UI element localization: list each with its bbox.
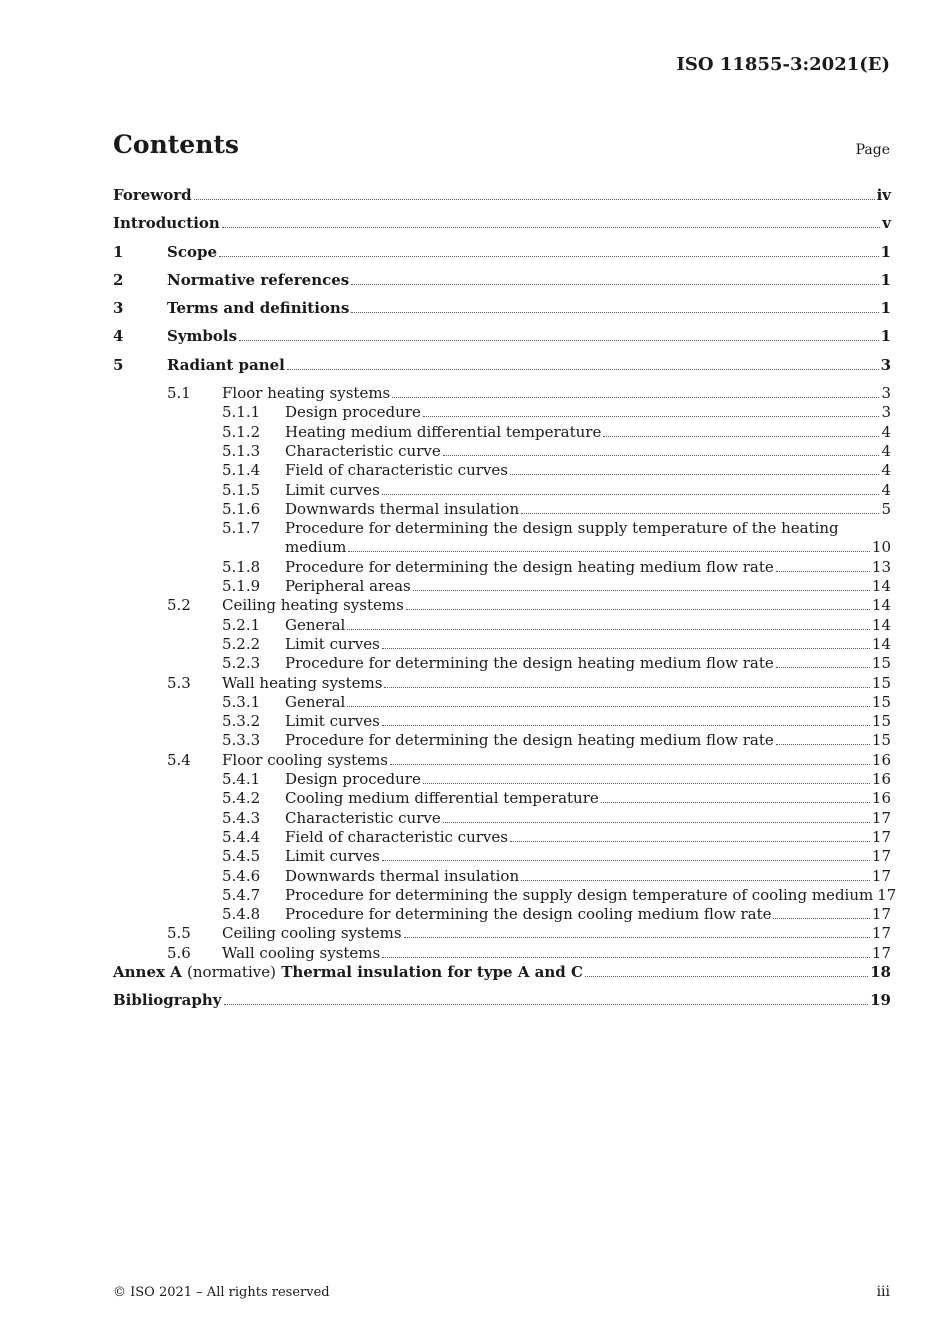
toc-entry-title: Heating medium differential temperature — [285, 422, 602, 441]
toc-entry-title: Limit curves — [285, 634, 380, 653]
dot-leader — [382, 482, 880, 495]
toc-clause-number: 5.3.3 — [222, 731, 261, 750]
toc-page-number: 17 — [877, 885, 897, 904]
toc-clause-number: 2 — [113, 270, 124, 289]
toc-entry[interactable] — [222, 384, 891, 403]
toc-entry-title: Design procedure — [285, 770, 421, 789]
page-title: Contents — [113, 130, 240, 159]
toc-entry[interactable] — [285, 500, 891, 519]
toc-entry-title: Floor cooling systems — [222, 750, 388, 769]
toc-row — [113, 809, 891, 828]
toc-entry[interactable] — [285, 693, 891, 712]
toc-row — [113, 905, 891, 924]
toc-entry[interactable] — [285, 403, 891, 422]
toc-clause-number: 5.4.3 — [222, 808, 261, 827]
toc-row — [113, 654, 891, 673]
dot-leader — [603, 424, 879, 437]
toc-row — [113, 847, 891, 866]
toc-row — [113, 867, 891, 886]
toc-page-number: v — [882, 214, 891, 233]
toc-entry-title: General — [285, 615, 346, 634]
toc-row — [113, 299, 891, 327]
dot-leader — [392, 385, 879, 398]
toc-row — [113, 500, 891, 519]
toc-entry[interactable] — [285, 770, 891, 789]
toc-page-number: 17 — [871, 827, 891, 846]
toc-row — [113, 991, 891, 1019]
toc-entry[interactable] — [285, 712, 891, 731]
toc-clause-number: 5.1.9 — [222, 577, 261, 596]
toc-clause-number: 5.4.4 — [222, 827, 261, 846]
dot-leader — [773, 906, 869, 919]
toc-page-number: 3 — [881, 403, 891, 422]
dot-leader — [351, 300, 878, 313]
toc-clause-number: 5.4.2 — [222, 789, 261, 808]
toc-page-number: 3 — [881, 384, 891, 403]
toc-clause-number: 5.1.4 — [222, 461, 261, 480]
dot-leader — [239, 328, 879, 341]
annex-qualifier: (normative) — [187, 962, 276, 981]
toc-entry[interactable] — [222, 751, 891, 770]
toc-entry-title: Procedure for determining the design cooling medium flow rate — [285, 905, 772, 924]
toc-page-number: 1 — [880, 327, 891, 346]
toc-page-number: 17 — [871, 847, 891, 866]
dot-leader — [351, 272, 878, 285]
toc-entry[interactable] — [285, 423, 891, 442]
table-of-contents — [113, 186, 897, 1020]
toc-entry-title: Cooling medium differential temperature — [285, 789, 599, 808]
toc-clause-number: 5.1.5 — [222, 480, 261, 499]
toc-entry-title: Thermal insulation for type A and C — [281, 962, 583, 981]
toc-entry[interactable] — [285, 616, 891, 635]
toc-entry-title: Procedure for determining the design supply temperature of the heating — [285, 519, 839, 538]
toc-entry-title: Limit curves — [285, 847, 380, 866]
toc-clause-number: 5.4.5 — [222, 847, 261, 866]
toc-row — [113, 770, 891, 789]
toc-entry-title: Procedure for determining the supply design temperature of cooling medium — [285, 885, 874, 904]
toc-entry-title: Procedure for determining the design heating medium flow rate — [285, 557, 774, 576]
copyright-notice: © ISO 2021 – All rights reserved — [113, 1285, 330, 1300]
toc-row — [113, 731, 891, 750]
dot-leader — [222, 215, 880, 228]
toc-page-number: 15 — [871, 673, 891, 692]
toc-entry-title: Normative references — [167, 270, 350, 289]
dot-leader — [224, 992, 869, 1005]
toc-clause-number: 5.3.1 — [222, 692, 261, 711]
toc-entry-title: Bibliography — [113, 991, 222, 1010]
toc-row — [113, 519, 891, 538]
toc-entry-title: Characteristic curve — [285, 808, 441, 827]
dot-leader — [510, 829, 870, 842]
toc-row-continuation — [113, 538, 891, 557]
toc-page-number: 17 — [871, 866, 891, 885]
toc-clause-number: 5.2 — [167, 596, 191, 615]
toc-entry-title: Field of characteristic curves — [285, 461, 508, 480]
toc-row — [113, 635, 891, 654]
toc-entry[interactable] — [113, 991, 891, 1010]
toc-row — [113, 481, 891, 500]
dot-leader — [347, 617, 870, 630]
dot-leader — [776, 655, 870, 668]
dot-leader — [601, 790, 870, 803]
toc-row — [113, 712, 891, 731]
toc-page-number: 1 — [880, 242, 891, 261]
toc-entry[interactable] — [285, 461, 891, 480]
toc-entry-title: Scope — [167, 242, 218, 261]
toc-clause-number: 5.2.2 — [222, 634, 261, 653]
toc-row — [113, 243, 891, 271]
toc-entry[interactable] — [222, 674, 891, 693]
toc-clause-number: 5.1.2 — [222, 422, 261, 441]
toc-entry[interactable] — [167, 271, 891, 290]
dot-leader — [423, 404, 880, 417]
toc-clause-number: 5.2.3 — [222, 654, 261, 673]
toc-entry-title: Peripheral areas — [285, 577, 411, 596]
toc-clause-number: 3 — [113, 299, 124, 318]
toc-page-number: 17 — [871, 905, 891, 924]
toc-entry[interactable] — [167, 243, 891, 262]
toc-entry[interactable] — [285, 558, 891, 577]
toc-page-number: 4 — [881, 422, 891, 441]
toc-page-number: 1 — [880, 299, 891, 318]
toc-page-number: 15 — [871, 692, 891, 711]
toc-row — [113, 461, 891, 480]
toc-page-number: 15 — [871, 731, 891, 750]
toc-clause-number: 5.3.2 — [222, 712, 261, 731]
toc-page-number: 14 — [871, 596, 891, 615]
toc-page-number: 4 — [881, 441, 891, 460]
toc-page-number: iv — [876, 186, 891, 204]
toc-entry-title: Wall cooling systems — [222, 943, 381, 962]
toc-clause-number: 5.4.8 — [222, 905, 261, 924]
toc-clause-number: 5.1.1 — [222, 403, 261, 422]
toc-page-number: 16 — [871, 789, 891, 808]
toc-page-number: 14 — [871, 577, 891, 596]
toc-page-number: 18 — [870, 962, 891, 981]
toc-entry[interactable] — [113, 963, 891, 982]
toc-row — [113, 789, 891, 808]
toc-clause-number: 5.1.7 — [222, 519, 261, 538]
toc-page-number: 14 — [871, 634, 891, 653]
toc-row — [113, 885, 897, 905]
toc-entry[interactable] — [285, 731, 891, 750]
dot-leader — [219, 244, 879, 257]
toc-entry[interactable] — [285, 577, 891, 596]
toc-row — [113, 558, 891, 577]
toc-clause-number: 5.4 — [167, 750, 191, 769]
dot-leader — [404, 925, 870, 938]
toc-clause-number: 5.1.3 — [222, 441, 261, 460]
dot-leader — [384, 675, 869, 688]
toc-entry-title: Design procedure — [285, 403, 421, 422]
toc-clause-number: 5.5 — [167, 924, 191, 943]
toc-row — [113, 944, 891, 963]
toc-entry[interactable] — [113, 186, 891, 205]
toc-row — [113, 963, 891, 991]
toc-row — [113, 693, 891, 712]
toc-entry-title: Wall heating systems — [222, 673, 383, 692]
toc-row — [113, 924, 891, 943]
dot-leader — [413, 578, 870, 591]
toc-clause-number: 5.1.6 — [222, 499, 261, 518]
toc-entry[interactable] — [285, 481, 891, 500]
toc-entry-title: General — [285, 692, 346, 711]
toc-entry[interactable] — [285, 809, 891, 828]
toc-page-number: 14 — [871, 615, 891, 634]
toc-entry-title: Limit curves — [285, 712, 380, 731]
toc-entry[interactable] — [222, 924, 891, 943]
toc-clause-number: 5.1 — [167, 384, 191, 403]
toc-entry[interactable] — [167, 327, 891, 346]
page-column-label: Page — [855, 142, 890, 158]
toc-row — [113, 828, 891, 847]
toc-entry-title: Ceiling heating systems — [222, 596, 404, 615]
toc-clause-number: 5.1.8 — [222, 557, 261, 576]
toc-page-number: 17 — [871, 924, 891, 943]
toc-entry-title: Procedure for determining the design heating medium flow rate — [285, 654, 774, 673]
toc-row — [113, 442, 891, 461]
dot-leader — [406, 597, 870, 610]
toc-entry-title: Downwards thermal insulation — [285, 866, 520, 885]
dot-leader — [348, 539, 870, 552]
toc-entry-title: Ceiling cooling systems — [222, 924, 402, 943]
toc-entry-title: Introduction — [113, 214, 220, 233]
toc-entry-title: Terms and definitions — [167, 299, 350, 318]
dot-leader — [382, 945, 870, 958]
toc-entry[interactable] — [285, 538, 891, 557]
toc-clause-number: 5.4.1 — [222, 770, 261, 789]
dot-leader — [390, 752, 870, 765]
toc-row — [113, 384, 891, 403]
toc-page-number: 13 — [871, 557, 891, 576]
toc-entry[interactable] — [222, 944, 891, 963]
dot-leader — [194, 187, 875, 200]
dot-leader — [347, 694, 870, 707]
toc-entry[interactable] — [167, 356, 891, 375]
dot-leader — [443, 443, 880, 456]
dot-leader — [776, 732, 870, 745]
toc-entry-title: Symbols — [167, 327, 238, 346]
standard-identifier: ISO 11855-3:2021(E) — [676, 54, 890, 75]
toc-entry[interactable] — [285, 654, 891, 673]
dot-leader — [382, 848, 870, 861]
dot-leader — [382, 636, 870, 649]
toc-entry[interactable] — [285, 442, 891, 461]
toc-page-number: 4 — [881, 461, 891, 480]
toc-row — [113, 674, 891, 693]
toc-row — [113, 271, 891, 299]
toc-clause-number: 5.6 — [167, 943, 191, 962]
toc-entry-title: medium — [285, 538, 347, 557]
toc-entry[interactable] — [285, 867, 891, 886]
toc-row — [113, 327, 891, 355]
toc-entry-title: Radiant panel — [167, 355, 285, 374]
dot-leader — [776, 559, 870, 572]
toc-row — [113, 577, 891, 596]
toc-entry-title: Downwards thermal insulation — [285, 499, 520, 518]
dot-leader — [521, 501, 879, 514]
dot-leader — [510, 462, 879, 475]
toc-entry-title: Floor heating systems — [222, 384, 391, 403]
toc-clause-number: 5.2.1 — [222, 615, 261, 634]
toc-row — [113, 616, 891, 635]
toc-entry[interactable] — [285, 789, 891, 808]
toc-entry[interactable] — [285, 885, 897, 905]
toc-page-number: 4 — [881, 480, 891, 499]
toc-page-number: 17 — [871, 808, 891, 827]
toc-page-number: 1 — [880, 270, 891, 289]
dot-leader — [423, 771, 870, 784]
toc-page-number: 15 — [871, 712, 891, 731]
toc-entry-title: Characteristic curve — [285, 441, 441, 460]
toc-clause-number: 4 — [113, 327, 124, 346]
toc-entry[interactable] — [285, 828, 891, 847]
toc-entry-title: Field of characteristic curves — [285, 827, 508, 846]
toc-row — [113, 403, 891, 422]
toc-row — [113, 596, 891, 615]
dot-leader — [443, 810, 870, 823]
toc-clause-number: 5 — [113, 355, 124, 374]
toc-clause-number: 1 — [113, 242, 124, 261]
toc-page-number: 15 — [871, 654, 891, 673]
toc-page-number: 16 — [871, 770, 891, 789]
toc-clause-number: 5.4.7 — [222, 885, 261, 904]
toc-page-number: 17 — [871, 943, 891, 962]
toc-row — [113, 356, 891, 384]
toc-row — [113, 186, 891, 214]
toc-entry[interactable] — [285, 847, 891, 866]
toc-row — [113, 751, 891, 770]
toc-page-number: 5 — [881, 499, 891, 518]
page-number: iii — [876, 1284, 890, 1300]
toc-page-number: 10 — [871, 538, 891, 557]
toc-page-number: 16 — [871, 750, 891, 769]
toc-entry[interactable] — [285, 905, 891, 924]
toc-entry-title: Foreword — [113, 186, 192, 204]
dot-leader — [287, 357, 879, 370]
dot-leader — [521, 868, 870, 881]
dot-leader — [585, 964, 868, 977]
dot-leader — [382, 713, 870, 726]
toc-row — [113, 214, 891, 242]
toc-row — [113, 423, 891, 442]
toc-page-number: 19 — [870, 991, 891, 1010]
toc-entry[interactable] — [222, 596, 891, 615]
toc-entry[interactable] — [113, 214, 891, 233]
toc-page-number: 3 — [880, 355, 891, 374]
toc-clause-number: 5.4.6 — [222, 866, 261, 885]
toc-clause-number: 5.3 — [167, 673, 191, 692]
toc-entry[interactable] — [285, 519, 891, 538]
annex-label: Annex A — [113, 962, 182, 981]
toc-entry[interactable] — [167, 299, 891, 318]
toc-entry-title: Limit curves — [285, 480, 380, 499]
toc-entry[interactable] — [285, 635, 891, 654]
toc-entry-title: Procedure for determining the design heating medium flow rate — [285, 731, 774, 750]
